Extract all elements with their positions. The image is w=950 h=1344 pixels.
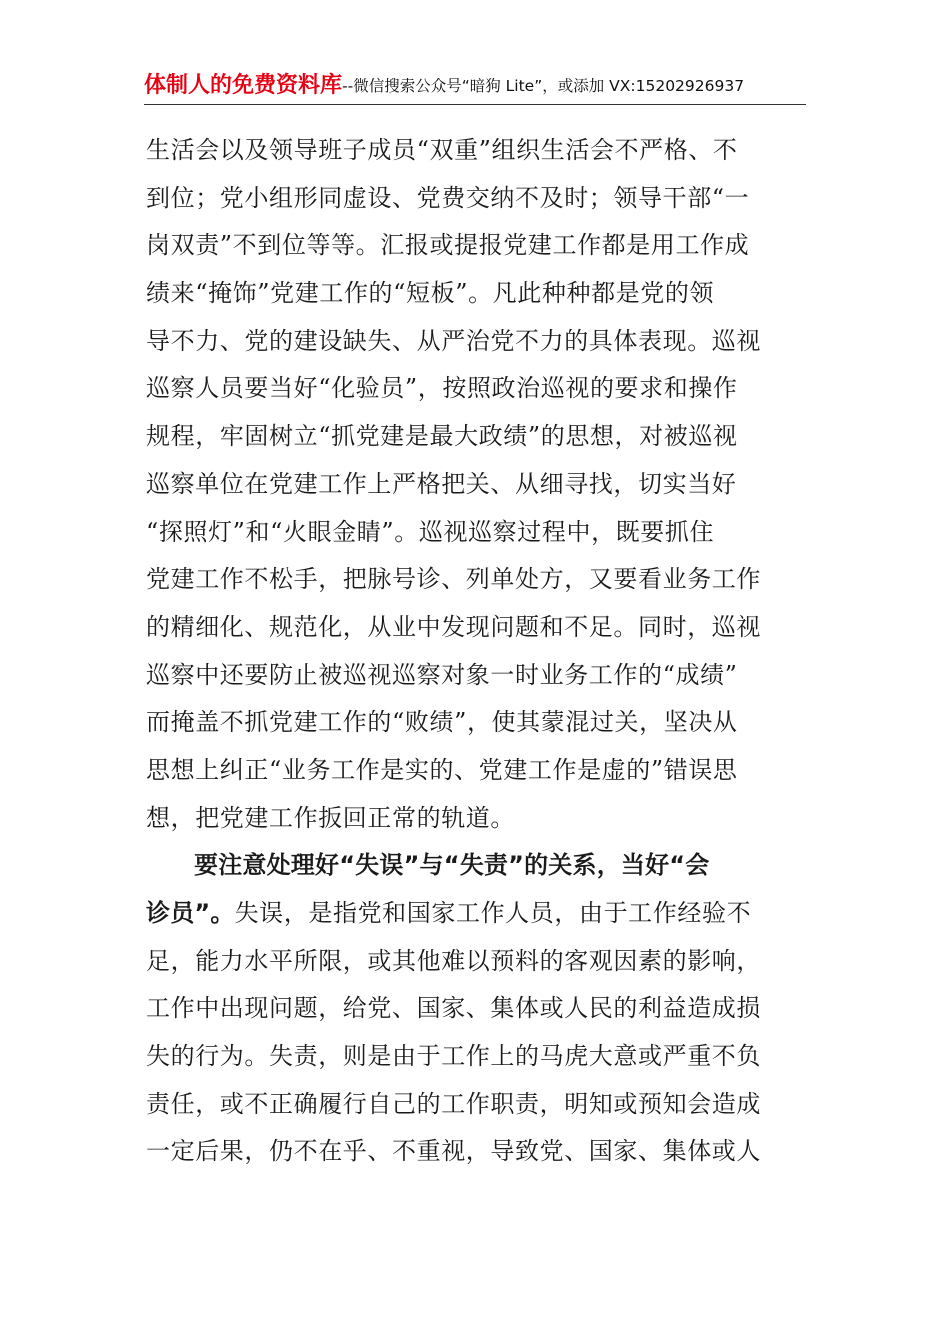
section-heading: 要注意处理好“失误”与“失责”的关系，当好“会	[194, 851, 710, 880]
text-line: 责任，或不正确履行自己的工作职责，明知或预知会造成	[146, 1089, 761, 1118]
text-line: 工作中出现问题，给党、国家、集体或人民的利益造成损	[146, 994, 761, 1023]
text-line: 绩来“掩饰”党建工作的“短板”。凡此种种都是党的领	[146, 279, 715, 308]
document-body	[146, 127, 786, 1176]
text-line: 规程，牢固树立“抓党建是最大政绩”的思想，对被巡视	[146, 422, 738, 451]
header-brand: 体制人的免费资料库	[144, 73, 343, 98]
text-line: 岗双责”不到位等等。汇报或提报党建工作都是用工作成	[146, 231, 750, 260]
text-line: 失的行为。失责，则是由于工作上的马虎大意或严重不负	[146, 1042, 761, 1071]
text-line: 生活会以及领导班子成员“双重”组织生活会不严格、不	[146, 136, 738, 164]
text-line: 的精细化、规范化，从业中发现问题和不足。同时，巡视	[146, 612, 761, 641]
header-contact-info: --微信搜索公众号“暗狗 Lite”，或添加 VX:15202926937	[342, 77, 745, 95]
page-header	[144, 72, 806, 105]
text-line: 到位；党小组形同虚设、党费交纳不及时；领导干部“一	[146, 183, 750, 212]
text-line: 巡察单位在党建工作上严格把关、从细寻找，切实当好	[146, 469, 737, 498]
heading-bold-end: 诊员”。	[146, 899, 235, 927]
text-line: 想，把党建工作扳回正常的轨道。	[146, 803, 515, 832]
text-line: 党建工作不松手，把脉号诊、列单处方，又要看业务工作	[146, 565, 761, 594]
text-line: 足，能力水平所限，或其他难以预料的客观因素的影响，	[146, 946, 761, 975]
text-line: “探照灯”和“火眼金睛”。巡视巡察过程中，既要抓住	[146, 517, 715, 546]
text-line: 巡察中还要防止被巡视巡察对象一时业务工作的“成绩”	[146, 660, 738, 689]
text-line: 导不力、党的建设缺失、从严治党不力的具体表现。巡视	[146, 326, 761, 355]
text-line: 一定后果，仍不在乎、不重视，导致党、国家、集体或人	[146, 1137, 761, 1166]
text-line: 而掩盖不抓党建工作的“败绩”，使其蒙混过关，坚决从	[146, 708, 738, 737]
paragraph-start: 失误，是指党和国家工作人员，由于工作经验不	[234, 899, 752, 927]
text-line: 思想上纠正“业务工作是实的、党建工作是虚的”错误思	[146, 755, 738, 784]
text-line: 巡察人员要当好“化验员”，按照政治巡视的要求和操作	[146, 374, 738, 403]
section-heading-continued	[146, 890, 786, 938]
